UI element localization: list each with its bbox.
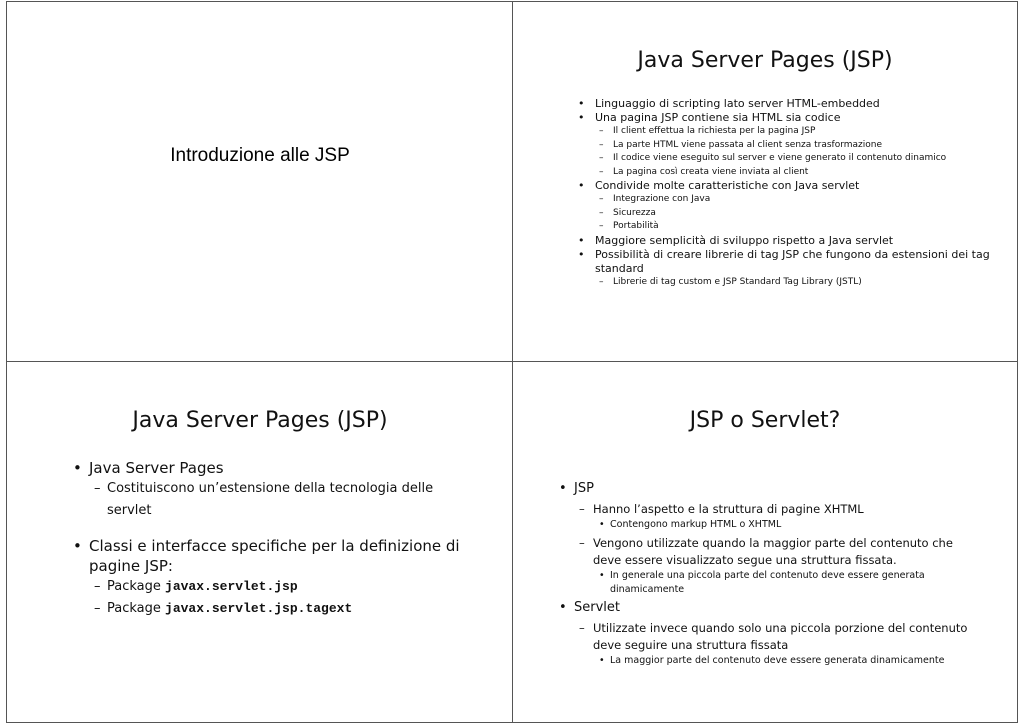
- slide-2-title: Java Server Pages (JSP): [637, 48, 893, 73]
- list-item: – Librerie di tag custom e JSP Standard Tag Library (JSTL): [575, 276, 995, 290]
- list-item: • Condivide molte caratteristiche con Java servlet: [575, 179, 995, 193]
- list-item: – Hanno l’aspetto e la struttura di pagine XHTML: [557, 501, 977, 518]
- list-item: • Servlet: [557, 599, 977, 617]
- slide-1: [6, 1, 514, 363]
- list-item: – Integrazione con Java: [575, 193, 995, 207]
- slide-4-bullet-list: [557, 478, 977, 668]
- list-item: • Linguaggio di scripting lato server HTML-embedded: [575, 97, 995, 111]
- list-item: – Sicurezza: [575, 207, 995, 221]
- slide-2: [512, 1, 1018, 363]
- list-item: – La parte HTML viene passata al client senza trasformazione: [575, 139, 995, 153]
- list-item: – Utilizzate invece quando solo una piccola porzione del contenuto deve seguire una struttura fissata: [557, 620, 977, 654]
- list-item: [71, 576, 471, 598]
- list-item: – Vengono utilizzate quando la maggior parte del contenuto che deve essere visualizzato segue una struttura fissata.: [557, 535, 977, 569]
- package-label: Package: [107, 579, 161, 594]
- list-item: – La pagina così creata viene inviata al client: [575, 166, 995, 180]
- list-item: • La maggior parte del contenuto deve essere generata dinamicamente: [557, 654, 977, 668]
- list-item: – Portabilità: [575, 220, 995, 234]
- slide-4: [512, 361, 1018, 723]
- slide-4-title: JSP o Servlet?: [689, 408, 841, 433]
- slide-3-bullet-list: [71, 458, 471, 620]
- list-item: • Possibilità di creare librerie di tag JSP che fungono da estensioni dei tag standard: [575, 248, 995, 276]
- package-name: javax.servlet.jsp.tagext: [165, 601, 353, 616]
- list-item: • Maggiore semplicità di sviluppo rispetto a Java servlet: [575, 234, 995, 248]
- list-item: • Una pagina JSP contiene sia HTML sia codice: [575, 111, 995, 125]
- list-item: – Il codice viene eseguito sul server e viene generato il contenuto dinamico: [575, 152, 995, 166]
- slide-1-title: Introduzione alle JSP: [170, 145, 350, 166]
- list-item: • Java Server Pages: [71, 458, 471, 478]
- package-label: Package: [107, 601, 161, 616]
- list-item: • JSP: [557, 480, 977, 498]
- list-item: • In generale una piccola parte del contenuto deve essere generata dinamicamente: [557, 569, 977, 597]
- package-name: javax.servlet.jsp: [165, 579, 298, 594]
- slide-3: [6, 361, 514, 723]
- slide-3-title: Java Server Pages (JSP): [132, 408, 388, 433]
- spacer: [71, 522, 471, 536]
- list-item: – Costituiscono un’estensione della tecnologia delle servlet: [71, 478, 471, 522]
- list-item: • Contengono markup HTML o XHTML: [557, 518, 977, 532]
- list-item: • Classi e interfacce specifiche per la definizione di pagine JSP:: [71, 536, 471, 576]
- list-item: [71, 598, 471, 620]
- slide-2-bullet-list: [575, 97, 995, 289]
- list-item: – Il client effettua la richiesta per la pagina JSP: [575, 125, 995, 139]
